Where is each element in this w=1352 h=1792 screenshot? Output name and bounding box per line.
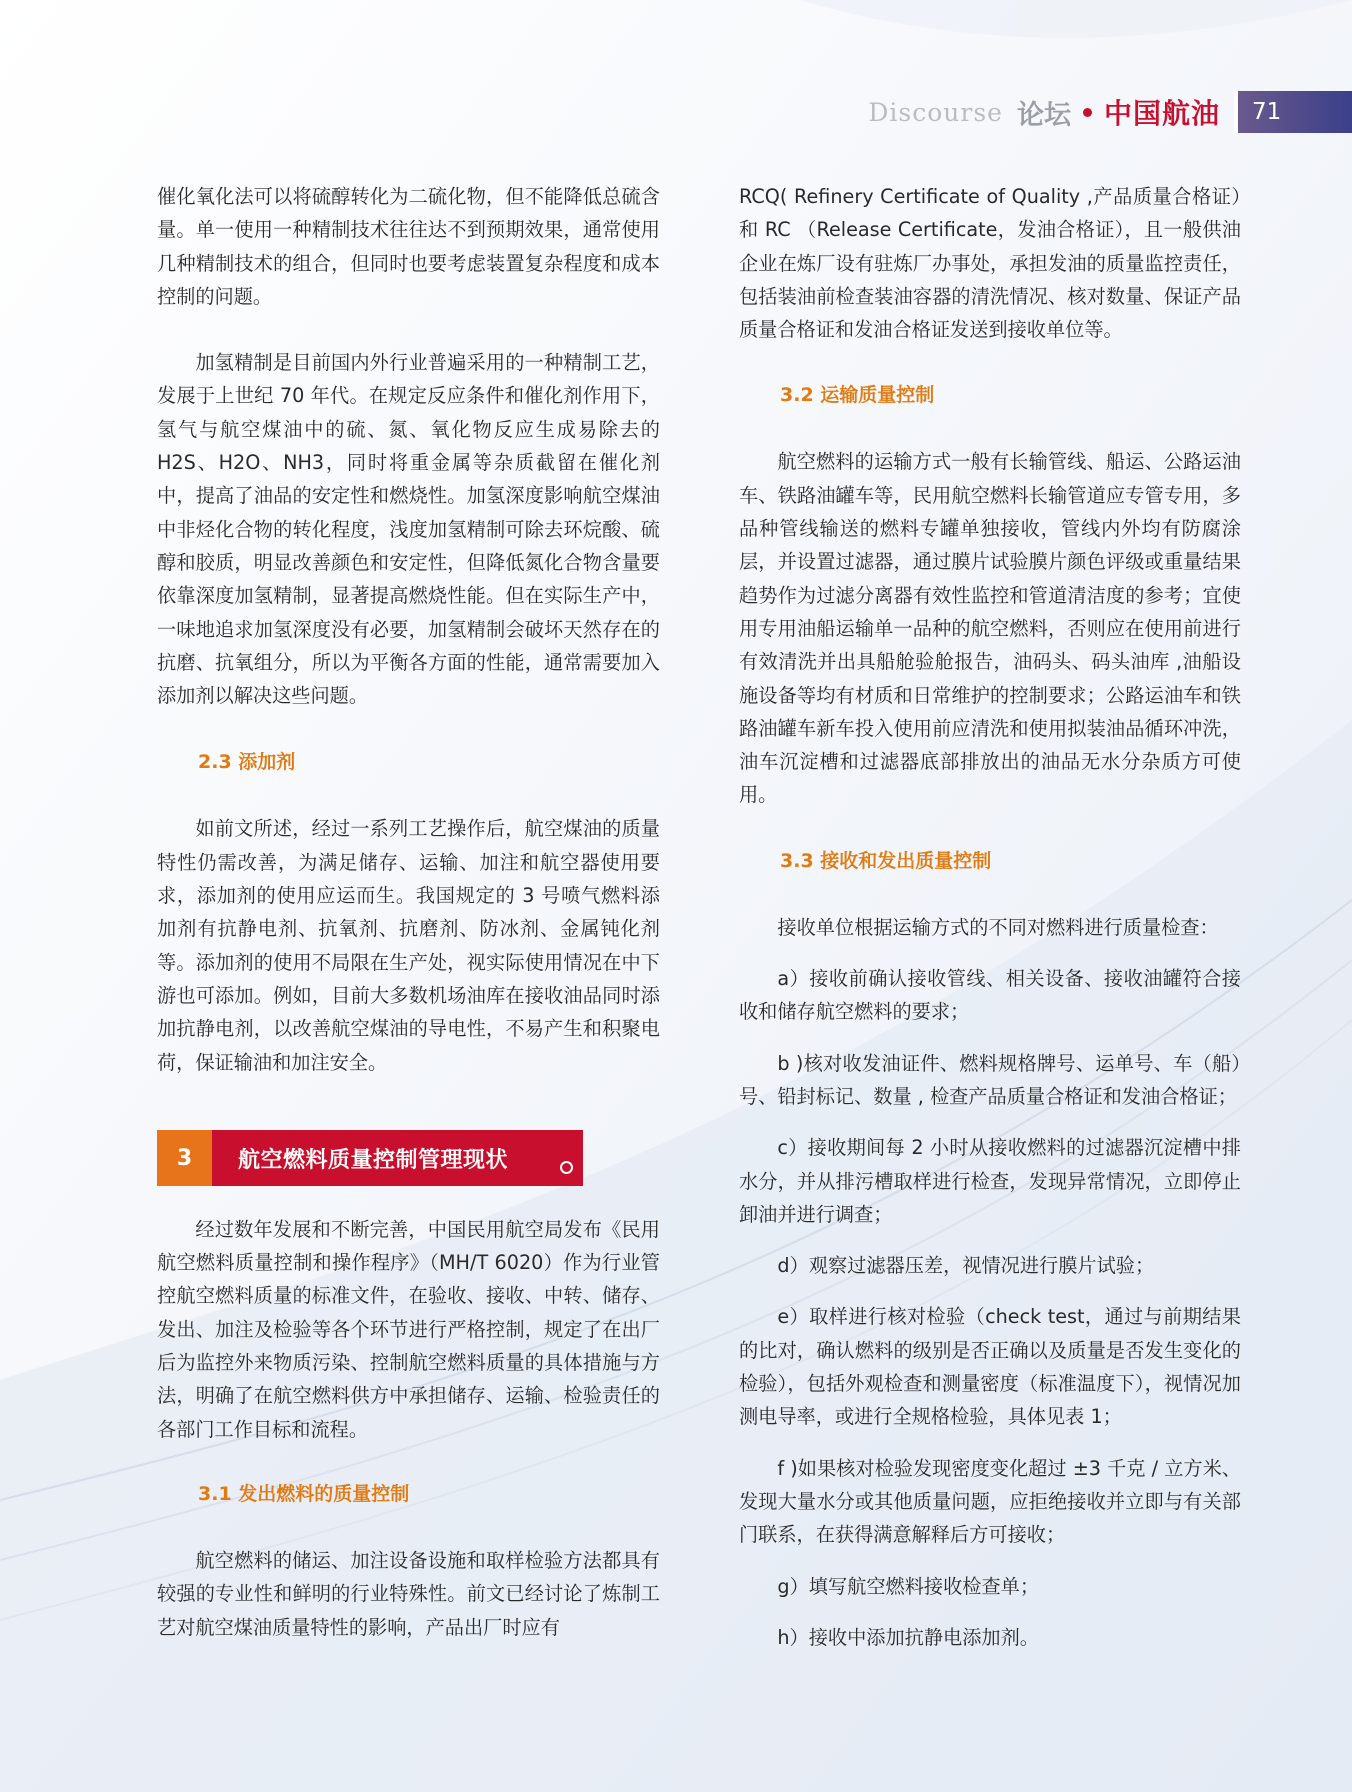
list-item-e: e）取样进行核对检验（check test，通过与前期结果的比对，确认燃料的级别是否正确以及质量是否发生变化的检验），包括外观检查和测量密度（标准温度下），视情况加测电导率，或进行全规格检验，具体见表 1；: [739, 1305, 1241, 1429]
subheading-3-1: 3.1 发出燃料的质量控制: [198, 1482, 410, 1505]
subheading-3-3: 3.3 接收和发出质量控制: [780, 849, 992, 872]
header-brand: 中国航油: [1103, 97, 1220, 130]
subheading-3-2: 3.2 运输质量控制: [780, 384, 935, 407]
subheading-2-3: 2.3 添加剂: [198, 751, 296, 774]
section-number: 3: [157, 1130, 212, 1186]
left-column: [157, 180, 660, 1644]
section-3-banner: [157, 1130, 583, 1186]
paragraph: 接收单位根据运输方式的不同对燃料进行质量检查：: [777, 915, 1219, 939]
header-dot-icon: [1083, 108, 1092, 117]
list-item-c: c）接收期间每 2 小时从接收燃料的过滤器沉淀槽中排水分，并从排污槽取样进行检查，发现异常情况，立即停止卸油并进行调查；: [739, 1136, 1241, 1226]
paragraph: 如前文所述，经过一系列工艺操作后，航空煤油的质量特性仍需改善，为满足储存、运输、加注和航空器使用要求，添加剂的使用应运而生。我国规定的 3 号喷气燃料添加剂有抗静电剂、抗氧剂、抗磨剂、防冰剂、金属钝化剂等。添加剂的使用不局限在生产处，视实际使用情况在中下游也可添加。例如，目前大多数机场油库在接收油品同时添加抗静电剂，以改善航空煤油的导电性，不易产生和积聚电荷，保证输油和加注安全。: [157, 817, 660, 1074]
right-column: [739, 180, 1241, 1654]
list-item-a: a）接收前确认接收管线、相关设备、接收油罐符合接收和储存航空燃料的要求；: [739, 967, 1241, 1024]
paragraph: 航空燃料的运输方式一般有长输管线、船运、公路运油车、铁路油罐车等，民用航空燃料长输管道应专管专用，多品种管线输送的燃料专罐单独接收，管线内外均有防腐涂层，并设置过滤器，通过膜片试验膜片颜色评级或重量结果趋势作为过滤分离器有效性监控和管道清洁度的参考；宜使用专用油船运输单一品种的航空燃料，否则应在使用前进行有效清洗并出具船舱验舱报告，油码头、码头油库 ,油船设施设备等均有材质和日常维护的控制要求；公路运油车和铁路油罐车新车投入使用前应清洗和使用拟装油品循环冲洗，油车沉淀槽和过滤器底部排放出的油品无水分杂质方可使用。: [739, 450, 1241, 807]
header-forum-label: 论坛: [1016, 99, 1071, 131]
section-title: 航空燃料质量控制管理现状: [238, 1147, 509, 1173]
page-number: 71: [1234, 91, 1352, 133]
paragraph: 经过数年发展和不断完善，中国民用航空局发布《民用航空燃料质量控制和操作程序》（MH/T 6020）作为行业管控航空燃料质量的标准文件，在验收、接收、中转、储存、发出、加注及检验等各个环节进行严格控制，规定了在出厂后为监控外来物质污染、控制航空燃料质量的具体措施与方法，明确了在航空燃料供方中承担储存、运输、检验责任的各部门工作目标和流程。: [157, 1217, 660, 1441]
paragraph: 航空燃料的储运、加注设备设施和取样检验方法都具有较强的专业性和鲜明的行业特殊性。前文已经讨论了炼制工艺对航空煤油质量特性的影响，产品出厂时应有: [157, 1548, 660, 1639]
list-item-f: f )如果核对检验发现密度变化超过 ±3 千克 / 立方米、发现大量水分或其他质量问题，应拒绝接收并立即与有关部门联系，在获得满意解释后方可接收；: [739, 1456, 1241, 1547]
paragraph: RCQ( Refinery Certificate of Quality ,产品质量合格证）和 RC （Release Certificate，发油合格证），且一般供油企业在炼厂设有驻炼厂办事处，承担发油的质量监控责任，包括装油前检查装油容器的清洗情况、核对数量、保证产品质量合格证和发油合格证发送到接收单位等。: [739, 185, 1241, 342]
ring-icon: [560, 1161, 573, 1174]
list-item-h: h）接收中添加抗静电添加剂。: [777, 1625, 1039, 1649]
list-item-g: g）填写航空燃料接收检查单；: [777, 1574, 1040, 1598]
paragraph: 催化氧化法可以将硫醇转化为二硫化物，但不能降低总硫含量。单一使用一种精制技术往往达不到预期效果，通常使用几种精制技术的组合，但同时也要考虑装置复杂程度和成本控制的问题。: [157, 185, 660, 308]
page-header: [868, 92, 1352, 132]
header-discourse: Discourse: [868, 97, 1003, 127]
list-item-b: b )核对收发油证件、燃料规格牌号、运单号、车（船）号、铅封标记、数量 , 检查产品质量合格证和发油合格证；: [739, 1051, 1241, 1108]
paragraph: 加氢精制是目前国内外行业普遍采用的一种精制工艺，发展于上世纪 70 年代。在规定反应条件和催化剂作用下，氢气与航空煤油中的硫、氮、氧化物反应生成易除去的 H2S、H2O、NH3，同时将重金属等杂质截留在催化剂中，提高了油品的安定性和燃烧性。加氢深度影响航空煤油中非烃化合物的转化程度，浅度加氢精制可除去环烷酸、硫醇和胶质，明显改善颜色和安定性，但降低氮化合物含量要依靠深度加氢精制，显著提高燃烧性能。但在实际生产中，一味地追求加氢深度没有必要，加氢精制会破坏天然存在的抗磨、抗氧组分，所以为平衡各方面的性能，通常需要加入添加剂以解决这些问题。: [157, 351, 660, 708]
list-item-d: d）观察过滤器压差，视情况进行膜片试验；: [777, 1254, 1155, 1278]
